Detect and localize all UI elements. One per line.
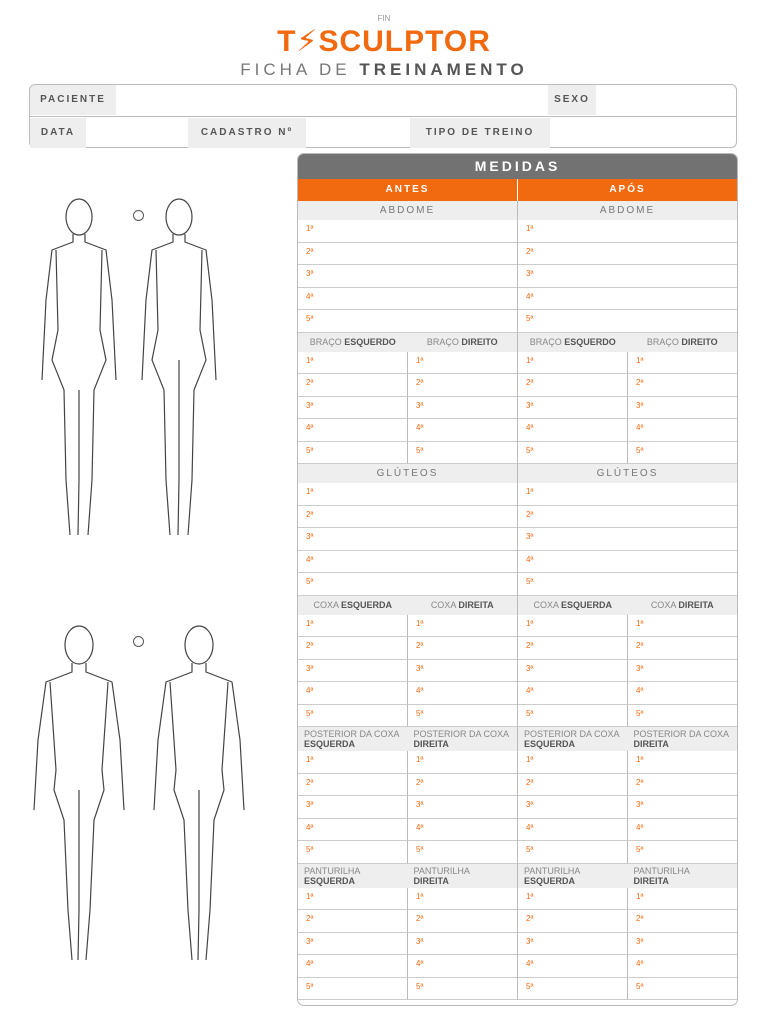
posterior-coxa-cell[interactable]: 2ª bbox=[408, 774, 517, 797]
braco-cell[interactable]: 1ª bbox=[408, 352, 517, 375]
medidas-title: MEDIDAS bbox=[298, 154, 737, 179]
side-name: ESQUERDO bbox=[564, 336, 616, 347]
braco-cell[interactable]: 4ª bbox=[628, 419, 737, 442]
posterior-coxa-cell[interactable]: 4ª bbox=[628, 819, 737, 842]
panturrilha-cell[interactable]: 2ª bbox=[408, 910, 517, 933]
braco-cell[interactable]: 4ª bbox=[518, 419, 628, 442]
sexo-label: SEXO bbox=[548, 85, 596, 115]
tipo-treino-label: TIPO DE TREINO bbox=[410, 118, 550, 148]
coxa-cell[interactable]: 5ª bbox=[518, 705, 628, 728]
panturrilha-direita-label bbox=[408, 864, 518, 888]
panturrilha-cell[interactable]: 3ª bbox=[518, 933, 628, 956]
posterior-coxa-cell[interactable]: 3ª bbox=[408, 796, 517, 819]
braco-cell[interactable]: 2ª bbox=[298, 374, 408, 397]
fin-label: FIN bbox=[377, 14, 391, 23]
gluteos-row[interactable]: 1ª bbox=[298, 483, 517, 506]
posterior-coxa-cell[interactable]: 4ª bbox=[408, 819, 517, 842]
side-name: DIREITA bbox=[413, 739, 449, 749]
coxa-cell[interactable]: 2ª bbox=[408, 637, 517, 660]
part-name: COXA bbox=[430, 599, 456, 610]
posterior-coxa-row bbox=[518, 841, 737, 864]
panturrilha-cell[interactable]: 4ª bbox=[408, 955, 517, 978]
posterior-coxa-cell[interactable]: 2ª bbox=[298, 774, 408, 797]
braco-cell[interactable]: 5ª bbox=[408, 442, 517, 465]
gluteos-section-label: GLÚTEOS bbox=[518, 464, 737, 483]
abdome-section-label: ABDOME bbox=[518, 201, 737, 220]
coxa-row bbox=[518, 637, 737, 660]
coxa-row bbox=[298, 637, 517, 660]
panturrilha-cell[interactable]: 2ª bbox=[298, 910, 408, 933]
abdome-row[interactable]: 1ª bbox=[298, 220, 517, 243]
part-name: POSTERIOR DA COXA bbox=[524, 729, 620, 739]
coxa-direita-label bbox=[628, 596, 738, 615]
braco-cell[interactable]: 2ª bbox=[518, 374, 628, 397]
braco-row bbox=[518, 374, 737, 397]
part-name: PANTURILHA bbox=[633, 865, 690, 876]
part-name: POSTERIOR DA COXA bbox=[304, 729, 400, 739]
coxa-cell[interactable]: 3ª bbox=[628, 660, 737, 683]
braco-cell[interactable]: 3ª bbox=[408, 397, 517, 420]
posterior-coxa-cell[interactable]: 3ª bbox=[518, 796, 628, 819]
brand-logo: T⚡SCULPTOR bbox=[277, 25, 491, 58]
posterior-coxa-cell[interactable]: 2ª bbox=[518, 774, 628, 797]
part-name: BRAÇO bbox=[309, 336, 342, 347]
gluteos-row[interactable]: 1ª bbox=[518, 483, 737, 506]
braco-direito-label bbox=[408, 333, 518, 352]
coxa-esquerda-label bbox=[298, 596, 408, 615]
coxa-row bbox=[298, 682, 517, 705]
braco-cell[interactable]: 1ª bbox=[518, 352, 628, 375]
braco-esquerdo-label bbox=[298, 333, 408, 352]
coxa-cell[interactable]: 2ª bbox=[518, 637, 628, 660]
panturrilha-cell[interactable]: 5ª bbox=[298, 978, 408, 1001]
coxa-row bbox=[518, 660, 737, 683]
posterior-coxa-cell[interactable]: 3ª bbox=[628, 796, 737, 819]
abdome-row[interactable]: 5ª bbox=[518, 310, 737, 333]
gluteos-row[interactable]: 2ª bbox=[298, 506, 517, 529]
coxa-row bbox=[298, 660, 517, 683]
posterior-coxa-section-label bbox=[298, 727, 517, 751]
part-name: BRAÇO bbox=[646, 336, 679, 347]
panturrilha-cell[interactable]: 2ª bbox=[518, 910, 628, 933]
coxa-cell[interactable]: 2ª bbox=[298, 637, 408, 660]
posterior-coxa-row bbox=[298, 774, 517, 797]
panturrilha-row bbox=[298, 978, 517, 1001]
braco-cell[interactable]: 3ª bbox=[628, 397, 737, 420]
panturrilha-esquerda-label bbox=[518, 864, 628, 888]
panturrilha-cell[interactable]: 1ª bbox=[518, 888, 628, 911]
antes-column bbox=[298, 201, 518, 1000]
panturrilha-row bbox=[518, 888, 737, 911]
posterior-coxa-esquerda-label bbox=[518, 727, 628, 751]
coxa-direita-label bbox=[408, 596, 518, 615]
posterior-coxa-row bbox=[298, 819, 517, 842]
page-title bbox=[0, 60, 768, 80]
paciente-label: PACIENTE bbox=[30, 85, 116, 115]
braco-section-label bbox=[518, 333, 737, 352]
panturrilha-cell[interactable]: 4ª bbox=[298, 955, 408, 978]
posterior-coxa-cell[interactable]: 5ª bbox=[628, 841, 737, 864]
posterior-coxa-cell[interactable]: 1ª bbox=[628, 751, 737, 774]
gluteos-row[interactable]: 3ª bbox=[518, 528, 737, 551]
posterior-coxa-cell[interactable]: 1ª bbox=[518, 751, 628, 774]
panturrilha-direita-label bbox=[628, 864, 738, 888]
coxa-cell[interactable]: 2ª bbox=[628, 637, 737, 660]
coxa-section-label bbox=[298, 596, 517, 615]
title-part-1: FICHA DE bbox=[240, 60, 360, 79]
side-name: ESQUERDA bbox=[561, 599, 613, 610]
male-body-figures bbox=[30, 620, 250, 970]
posterior-coxa-cell[interactable]: 4ª bbox=[518, 819, 628, 842]
braco-cell[interactable]: 5ª bbox=[628, 442, 737, 465]
patient-info-box bbox=[29, 84, 737, 148]
braco-cell[interactable]: 1ª bbox=[628, 352, 737, 375]
braco-cell[interactable]: 1ª bbox=[298, 352, 408, 375]
side-name: DIREITO bbox=[461, 336, 498, 347]
panturrilha-row bbox=[298, 955, 517, 978]
posterior-coxa-row bbox=[298, 841, 517, 864]
posterior-coxa-direita-label bbox=[628, 727, 738, 751]
panturrilha-cell[interactable]: 5ª bbox=[628, 978, 737, 1001]
abdome-row[interactable]: 4ª bbox=[298, 288, 517, 311]
posterior-coxa-row bbox=[518, 751, 737, 774]
braco-row bbox=[298, 442, 517, 465]
side-name: ESQUERDA bbox=[341, 599, 393, 610]
coxa-cell[interactable]: 1ª bbox=[408, 615, 517, 638]
braco-row bbox=[518, 397, 737, 420]
panturrilha-cell[interactable]: 1ª bbox=[408, 888, 517, 911]
braco-cell[interactable]: 3ª bbox=[518, 397, 628, 420]
posterior-coxa-cell[interactable]: 5ª bbox=[408, 841, 517, 864]
panturrilha-cell[interactable]: 3ª bbox=[298, 933, 408, 956]
abdome-row[interactable]: 2ª bbox=[518, 243, 737, 266]
panturrilha-cell[interactable]: 1ª bbox=[628, 888, 737, 911]
part-name: BRAÇO bbox=[529, 336, 562, 347]
gluteos-row[interactable]: 5ª bbox=[298, 573, 517, 596]
braco-cell[interactable]: 2ª bbox=[628, 374, 737, 397]
posterior-coxa-cell[interactable]: 1ª bbox=[408, 751, 517, 774]
apos-label: APÓS bbox=[609, 184, 646, 195]
side-name: ESQUERDA bbox=[304, 739, 356, 749]
part-name: POSTERIOR DA COXA bbox=[413, 729, 510, 739]
side-name: DIREITA bbox=[678, 599, 714, 610]
side-name: DIREITA bbox=[413, 875, 449, 886]
gluteos-row[interactable]: 3ª bbox=[298, 528, 517, 551]
posterior-coxa-row bbox=[518, 774, 737, 797]
panturrilha-cell[interactable]: 1ª bbox=[298, 888, 408, 911]
abdome-row[interactable]: 3ª bbox=[518, 265, 737, 288]
panturrilha-row bbox=[518, 955, 737, 978]
coxa-esquerda-label bbox=[518, 596, 628, 615]
panturrilha-section-label bbox=[298, 864, 517, 888]
braco-row bbox=[518, 419, 737, 442]
measurement-columns bbox=[298, 201, 737, 1000]
panturrilha-cell[interactable]: 4ª bbox=[628, 955, 737, 978]
posterior-coxa-row bbox=[298, 751, 517, 774]
coxa-row bbox=[518, 682, 737, 705]
coxa-cell[interactable]: 3ª bbox=[408, 660, 517, 683]
braco-section-label bbox=[298, 333, 517, 352]
posterior-coxa-cell[interactable]: 2ª bbox=[628, 774, 737, 797]
abdome-row[interactable]: 3ª bbox=[298, 265, 517, 288]
posterior-coxa-row bbox=[518, 796, 737, 819]
data-label: DATA bbox=[30, 118, 86, 148]
part-name: PANTURILHA bbox=[304, 865, 361, 876]
coxa-cell[interactable]: 1ª bbox=[518, 615, 628, 638]
panturrilha-cell[interactable]: 4ª bbox=[518, 955, 628, 978]
part-name: COXA bbox=[650, 599, 676, 610]
posterior-coxa-cell[interactable]: 3ª bbox=[298, 796, 408, 819]
coxa-cell[interactable]: 1ª bbox=[298, 615, 408, 638]
abdome-row[interactable]: 4ª bbox=[518, 288, 737, 311]
panturrilha-cell[interactable]: 3ª bbox=[628, 933, 737, 956]
side-name: DIREITA bbox=[633, 875, 669, 886]
coxa-section-label bbox=[518, 596, 737, 615]
posterior-coxa-section-label bbox=[518, 727, 737, 751]
braco-cell[interactable]: 5ª bbox=[518, 442, 628, 465]
side-name: ESQUERDA bbox=[304, 875, 356, 886]
gluteos-row[interactable]: 5ª bbox=[518, 573, 737, 596]
cadastro-label: CADASTRO Nº bbox=[188, 118, 306, 148]
braco-cell[interactable]: 3ª bbox=[298, 397, 408, 420]
side-name: ESQUERDA bbox=[524, 875, 576, 886]
antes-label: ANTES bbox=[298, 179, 518, 201]
apos-column bbox=[518, 201, 737, 1000]
gluteos-row[interactable]: 4ª bbox=[298, 551, 517, 574]
posterior-coxa-cell[interactable]: 4ª bbox=[298, 819, 408, 842]
coxa-cell[interactable]: 4ª bbox=[628, 682, 737, 705]
circle-marker-icon bbox=[133, 636, 144, 647]
part-name: POSTERIOR DA COXA bbox=[633, 729, 730, 739]
coxa-cell[interactable]: 4ª bbox=[518, 682, 628, 705]
panturrilha-row bbox=[298, 933, 517, 956]
part-name: COXA bbox=[313, 599, 339, 610]
posterior-coxa-row bbox=[298, 796, 517, 819]
panturrilha-cell[interactable]: 5ª bbox=[518, 978, 628, 1001]
coxa-cell[interactable]: 3ª bbox=[298, 660, 408, 683]
coxa-row bbox=[298, 705, 517, 728]
panturrilha-cell[interactable]: 5ª bbox=[408, 978, 517, 1001]
coxa-cell[interactable]: 5ª bbox=[628, 705, 737, 728]
side-name: ESQUERDO bbox=[344, 336, 396, 347]
side-name: ESQUERDA bbox=[524, 739, 576, 749]
part-name: PANTURILHA bbox=[413, 865, 470, 876]
braco-cell[interactable]: 5ª bbox=[298, 442, 408, 465]
coxa-row bbox=[298, 615, 517, 638]
side-name: DIREITO bbox=[681, 336, 718, 347]
panturrilha-cell[interactable]: 2ª bbox=[628, 910, 737, 933]
braco-cell[interactable]: 2ª bbox=[408, 374, 517, 397]
coxa-cell[interactable]: 4ª bbox=[408, 682, 517, 705]
braco-row bbox=[298, 419, 517, 442]
head-icon bbox=[66, 199, 92, 235]
braco-direito-label bbox=[628, 333, 738, 352]
coxa-cell[interactable]: 4ª bbox=[298, 682, 408, 705]
abdome-section-label: ABDOME bbox=[298, 201, 517, 220]
braco-row bbox=[298, 352, 517, 375]
braco-row bbox=[518, 352, 737, 375]
coxa-cell[interactable]: 1ª bbox=[628, 615, 737, 638]
panturrilha-row bbox=[518, 910, 737, 933]
side-name: DIREITA bbox=[458, 599, 494, 610]
circle-marker-icon bbox=[133, 210, 144, 221]
coxa-cell[interactable]: 5ª bbox=[408, 705, 517, 728]
posterior-coxa-direita-label bbox=[408, 727, 518, 751]
posterior-coxa-row bbox=[518, 819, 737, 842]
posterior-coxa-cell[interactable]: 5ª bbox=[518, 841, 628, 864]
female-body-figures bbox=[30, 190, 230, 550]
abdome-row[interactable]: 1ª bbox=[518, 220, 737, 243]
abdome-row[interactable]: 2ª bbox=[298, 243, 517, 266]
gluteos-section-label: GLÚTEOS bbox=[298, 464, 517, 483]
panturrilha-esquerda-label bbox=[298, 864, 408, 888]
divider bbox=[30, 116, 736, 117]
panturrilha-cell[interactable]: 3ª bbox=[408, 933, 517, 956]
part-name: PANTURILHA bbox=[524, 865, 581, 876]
braco-row bbox=[298, 397, 517, 420]
panturrilha-section-label bbox=[518, 864, 737, 888]
panturrilha-row bbox=[298, 888, 517, 911]
coxa-row bbox=[518, 615, 737, 638]
side-name: DIREITA bbox=[633, 739, 669, 749]
braco-esquerdo-label bbox=[518, 333, 628, 352]
abdome-row[interactable]: 5ª bbox=[298, 310, 517, 333]
braco-row bbox=[518, 442, 737, 465]
braco-cell[interactable]: 4ª bbox=[298, 419, 408, 442]
part-name: BRAÇO bbox=[426, 336, 459, 347]
medidas-panel bbox=[297, 153, 738, 1006]
braco-cell[interactable]: 4ª bbox=[408, 419, 517, 442]
gluteos-row[interactable]: 2ª bbox=[518, 506, 737, 529]
gluteos-row[interactable]: 4ª bbox=[518, 551, 737, 574]
title-part-2: TREINAMENTO bbox=[359, 60, 528, 79]
braco-row bbox=[298, 374, 517, 397]
coxa-cell[interactable]: 5ª bbox=[298, 705, 408, 728]
antes-apos-header bbox=[298, 179, 737, 201]
posterior-coxa-esquerda-label bbox=[298, 727, 408, 751]
posterior-coxa-cell[interactable]: 5ª bbox=[298, 841, 408, 864]
panturrilha-row bbox=[518, 933, 737, 956]
coxa-cell[interactable]: 3ª bbox=[518, 660, 628, 683]
panturrilha-row bbox=[518, 978, 737, 1001]
posterior-coxa-cell[interactable]: 1ª bbox=[298, 751, 408, 774]
part-name: COXA bbox=[533, 599, 559, 610]
coxa-row bbox=[518, 705, 737, 728]
panturrilha-row bbox=[298, 910, 517, 933]
